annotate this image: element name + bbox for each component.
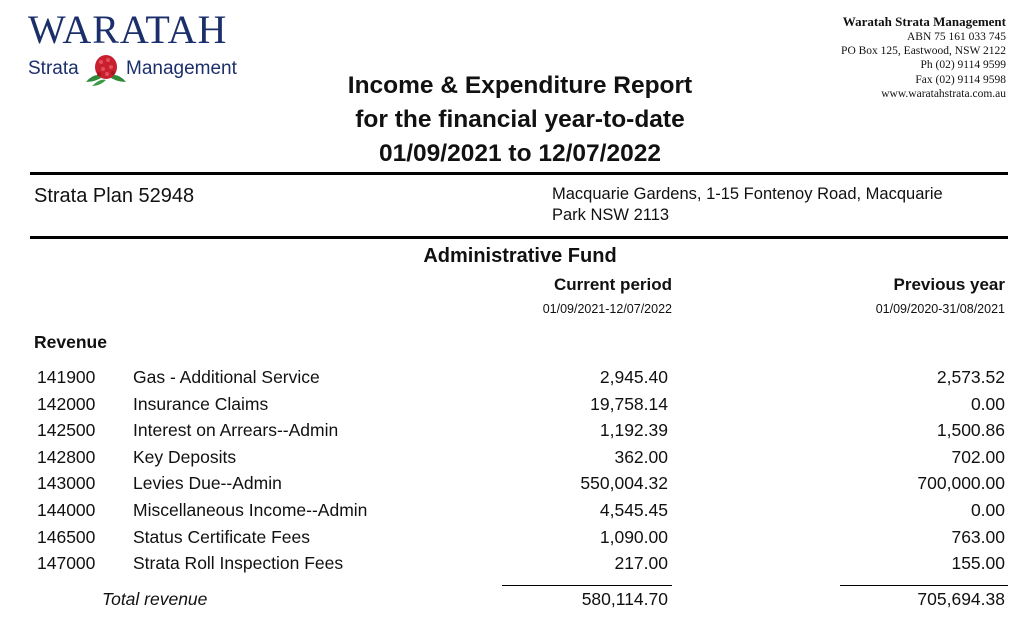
- previous-amount: 155.00: [951, 553, 1005, 574]
- company-phone: Ph (02) 9114 9599: [920, 59, 1006, 72]
- previous-amount: 1,500.86: [936, 420, 1005, 441]
- account-description: Levies Due--Admin: [133, 473, 282, 494]
- company-website: www.waratahstrata.com.au: [881, 87, 1006, 100]
- company-po-box: PO Box 125, Eastwood, NSW 2122: [841, 45, 1006, 58]
- previous-amount: 2,573.52: [936, 367, 1005, 387]
- account-description: Status Certificate Fees: [133, 526, 311, 547]
- current-amount: 19,758.14: [590, 393, 668, 414]
- account-code: 144000: [37, 499, 96, 520]
- table-row: [0, 497, 1026, 524]
- fund-title: Administrative Fund: [423, 245, 617, 267]
- revenue-table: [0, 364, 1026, 577]
- account-code: 142500: [37, 420, 96, 441]
- account-description: Interest on Arrears--Admin: [133, 420, 339, 441]
- current-amount: 217.00: [614, 553, 668, 574]
- total-revenue-row: [0, 587, 1026, 613]
- table-row: [0, 470, 1026, 497]
- company-abn: ABN 75 161 033 745: [906, 31, 1006, 43]
- previous-year-range: 01/09/2020-31/08/2021: [875, 302, 1005, 316]
- table-row: [0, 524, 1026, 551]
- previous-year-heading: Previous year: [893, 275, 1005, 294]
- account-code: 141900: [37, 367, 96, 387]
- account-description: Strata Roll Inspection Fees: [133, 553, 344, 574]
- previous-total-rule: [840, 585, 1008, 586]
- table-row: [0, 391, 1026, 418]
- property-address: [552, 184, 1012, 226]
- address-line2: Park NSW 2113: [552, 206, 670, 224]
- account-description: Miscellaneous Income--Admin: [133, 499, 368, 520]
- logo-strata-text: Strata: [28, 58, 79, 79]
- current-amount: 1,192.39: [599, 420, 668, 441]
- header-divider: [30, 172, 1008, 175]
- current-amount: 362.00: [614, 446, 668, 467]
- account-code: 146500: [37, 526, 96, 547]
- account-description: Key Deposits: [133, 446, 237, 467]
- total-previous-amount: 705,694.38: [917, 589, 1005, 609]
- report-title-line3: 01/09/2021 to 12/07/2022: [379, 140, 661, 167]
- revenue-section-title: Revenue: [34, 332, 107, 352]
- account-description: Gas - Additional Service: [133, 367, 320, 387]
- logo-management-text: Management: [126, 58, 237, 79]
- account-code: 143000: [37, 473, 96, 494]
- account-description: Insurance Claims: [133, 393, 269, 414]
- table-row: [0, 364, 1026, 391]
- current-amount: 4,545.45: [599, 499, 668, 520]
- current-period-heading: Current period: [553, 275, 672, 294]
- address-line1: Macquarie Gardens, 1-15 Fontenoy Road, Macquarie: [552, 185, 943, 203]
- previous-amount: 0.00: [970, 499, 1005, 520]
- total-current-amount: 580,114.70: [581, 589, 668, 609]
- plan-divider: [30, 236, 1008, 239]
- current-amount: 2,945.40: [599, 367, 668, 387]
- report-title-line2: for the financial year-to-date: [355, 106, 685, 133]
- total-revenue-label: Total revenue: [102, 589, 208, 609]
- table-row: [0, 444, 1026, 471]
- current-total-rule: [502, 585, 672, 586]
- logo-wordmark: WARATAH: [28, 7, 228, 52]
- previous-amount: 0.00: [970, 393, 1005, 414]
- report-title-line1: Income & Expenditure Report: [347, 72, 693, 99]
- account-code: 147000: [37, 553, 96, 574]
- table-row: [0, 417, 1026, 444]
- company-name: Waratah Strata Management: [842, 14, 1006, 29]
- previous-amount: 763.00: [951, 526, 1005, 547]
- report-title: [0, 69, 1026, 171]
- account-code: 142800: [37, 446, 96, 467]
- company-fax: Fax (02) 9114 9598: [915, 73, 1006, 86]
- table-row: [0, 550, 1026, 577]
- strata-plan-label: Strata Plan 52948: [34, 185, 195, 207]
- current-amount: 550,004.32: [580, 473, 668, 494]
- previous-amount: 700,000.00: [917, 473, 1005, 494]
- current-period-range: 01/09/2021-12/07/2022: [542, 302, 672, 316]
- previous-amount: 702.00: [951, 446, 1005, 467]
- account-code: 142000: [37, 393, 96, 414]
- current-amount: 1,090.00: [599, 526, 668, 547]
